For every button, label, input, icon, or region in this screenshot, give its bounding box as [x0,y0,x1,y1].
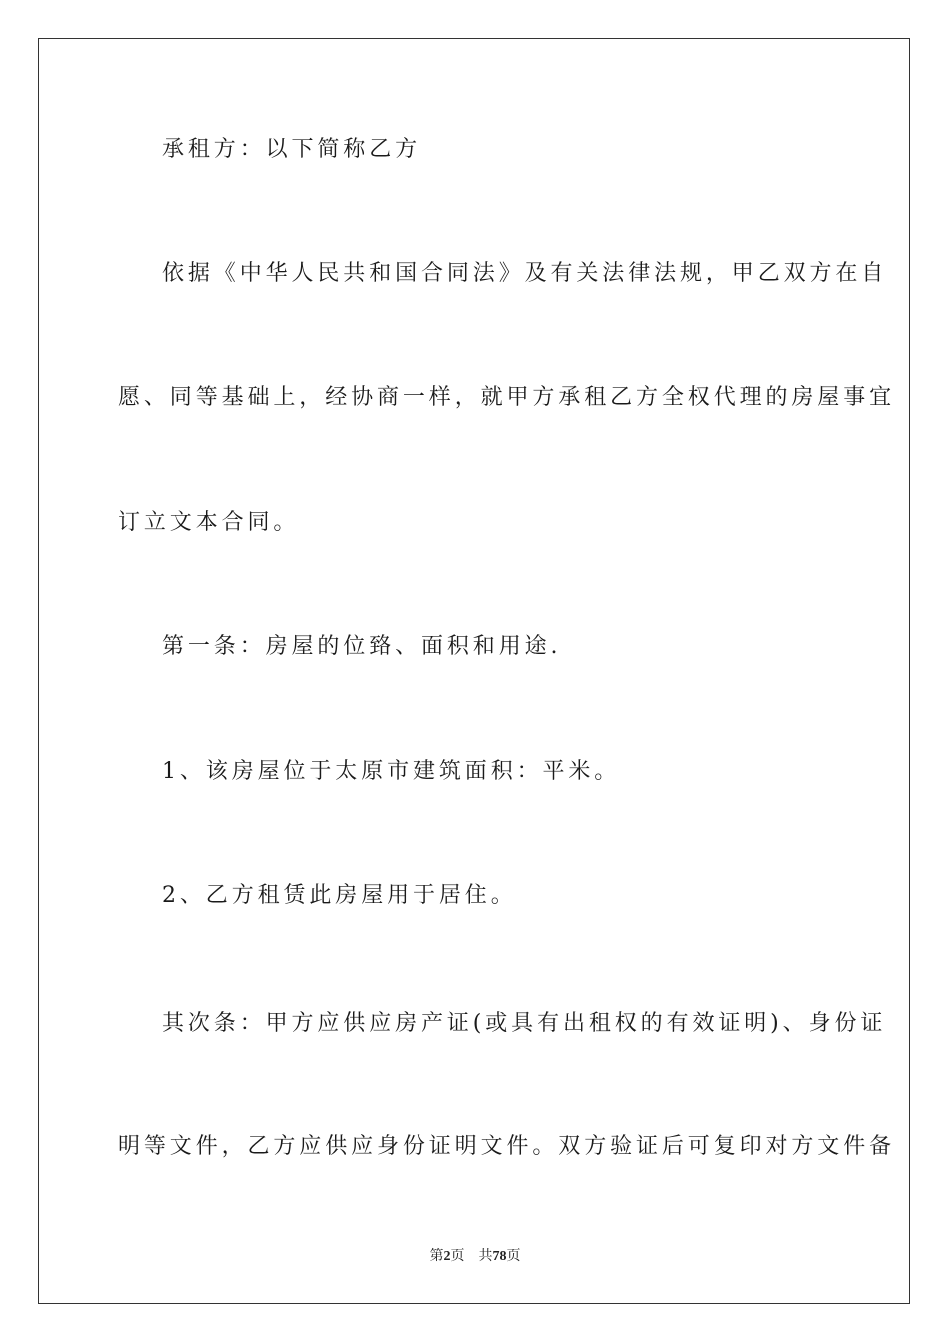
footer-page-total: 78 [492,1249,507,1264]
footer-page-prefix: 第 [429,1249,444,1264]
paragraph-basis-line-2: 愿、同等基础上，经协商一样，就甲方承租乙方全权代理的房屋事宜 [118,385,896,410]
page-footer [0,1248,950,1266]
article-1-item-1: 1、该房屋位于太原市建筑面积：平米。 [162,759,621,784]
footer-total-prefix: 共 [478,1249,493,1264]
page-border [38,38,910,1304]
article-2-line-1: 其次条：甲方应供应房产证(或具有出租权的有效证明)、身份证 [162,1011,887,1036]
footer-total-suffix: 页 [506,1249,521,1264]
paragraph-lessee: 承租方：以下简称乙方 [162,137,422,162]
article-2-line-2: 明等文件，乙方应供应身份证明文件。双方验证后可复印对方文件备 [118,1134,896,1159]
article-1-heading: 第一条：房屋的位臵、面积和用途. [162,634,562,659]
footer-page-suffix: 页 [450,1249,465,1264]
footer-page-current: 2 [443,1249,451,1264]
paragraph-basis-line-1: 依据《中华人民共和国合同法》及有关法律法规，甲乙双方在自 [162,261,888,286]
article-1-item-2: 2、乙方租赁此房屋用于居住。 [162,883,517,908]
paragraph-basis-line-3: 订立文本合同。 [118,510,300,535]
